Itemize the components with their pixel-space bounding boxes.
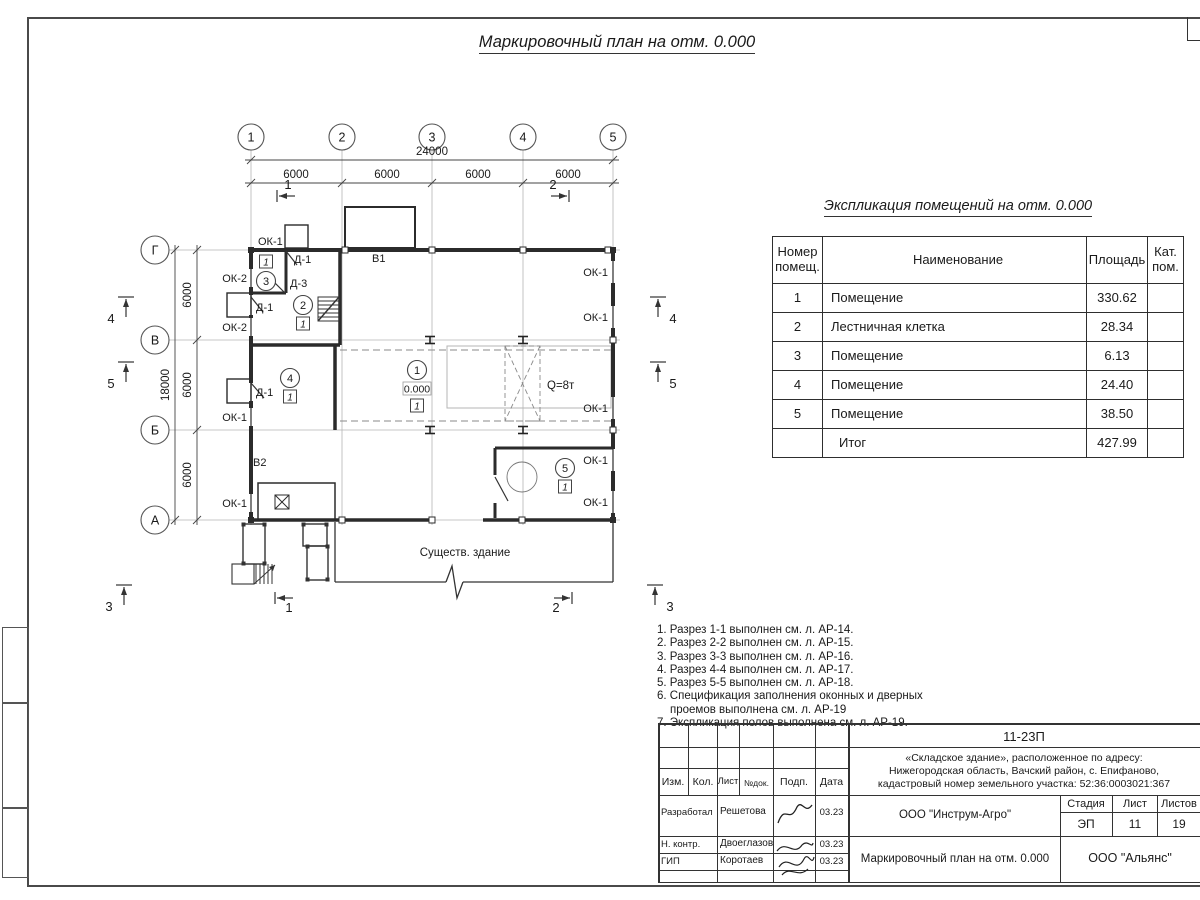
svg-text:В2: В2 — [253, 457, 267, 469]
svg-text:2: 2 — [552, 600, 560, 615]
name-ncontr: Двоеглазов — [720, 838, 774, 849]
date-developer: 03.23 — [819, 807, 844, 818]
table-row: 3 Помещение 6.13 — [773, 342, 1184, 371]
svg-text:Б: Б — [150, 423, 160, 438]
header-kol: Кол. — [692, 776, 714, 788]
page-title: Маркировочный план на отм. 0.000 — [447, 33, 787, 52]
svg-text:1: 1 — [285, 600, 293, 615]
svg-text:ОК-2: ОК-2 — [222, 322, 247, 334]
svg-text:6000: 6000 — [182, 282, 194, 308]
svg-text:Существ. здание: Существ. здание — [419, 547, 511, 559]
svg-text:5: 5 — [609, 130, 617, 145]
side-stamp-box — [2, 807, 29, 878]
header-podp: Подп. — [780, 776, 808, 788]
col-header-num: Номер помещ. — [773, 237, 823, 284]
svg-text:24000: 24000 — [416, 146, 448, 158]
header-ndok: №док. — [744, 778, 769, 788]
table-row: 5 Помещение 38.50 — [773, 400, 1184, 429]
svg-text:4: 4 — [107, 311, 115, 326]
stairs — [318, 297, 339, 321]
header-list: Лист — [717, 776, 739, 787]
svg-text:Д-1: Д-1 — [294, 254, 312, 266]
corner-stamp-box — [1187, 17, 1200, 41]
svg-text:1: 1 — [414, 401, 420, 413]
signature — [774, 837, 816, 881]
svg-text:3: 3 — [105, 599, 113, 614]
dimensions-left — [160, 245, 201, 525]
svg-text:Д-3: Д-3 — [290, 278, 308, 290]
table-row: 2 Лестничная клетка 28.34 — [773, 313, 1184, 342]
side-stamp-box — [2, 702, 29, 809]
sheet-header: Лист — [1123, 798, 1147, 810]
svg-text:3: 3 — [666, 599, 674, 614]
svg-text:5: 5 — [561, 463, 569, 475]
svg-text:1: 1 — [287, 392, 293, 404]
svg-text:5: 5 — [107, 376, 115, 391]
note-line: 4. Разрез 4-4 выполнен см. л. АР-17. — [657, 663, 854, 676]
svg-text:6000: 6000 — [182, 372, 194, 398]
org-name: ООО "Альянс" — [1088, 851, 1172, 865]
svg-text:Д-1: Д-1 — [256, 387, 274, 399]
svg-text:ОК-2: ОК-2 — [222, 273, 247, 285]
svg-text:ОК-1: ОК-1 — [222, 412, 247, 424]
name-gip: Коротаев — [720, 855, 764, 866]
note-line: 6. Спецификация заполнения оконных и дверных — [657, 690, 923, 703]
note-line: 5. Разрез 5-5 выполнен см. л. АР-18. — [657, 677, 854, 690]
svg-text:ОК-1: ОК-1 — [583, 403, 608, 415]
svg-text:18000: 18000 — [160, 369, 172, 401]
note-line: 1. Разрез 1-1 выполнен см. л. АР-14. — [657, 624, 854, 636]
external-stairs — [232, 523, 330, 585]
sheet-value: 11 — [1128, 817, 1142, 831]
svg-text:В: В — [150, 333, 160, 348]
svg-text:1: 1 — [247, 130, 255, 145]
table-row-total: Итог 427.99 — [773, 429, 1184, 458]
svg-text:0.000: 0.000 — [403, 383, 431, 396]
svg-text:6000: 6000 — [465, 169, 491, 181]
date-ncontr: 03.23 — [819, 839, 844, 850]
stage-header: Стадия — [1067, 798, 1105, 810]
svg-text:4: 4 — [519, 130, 527, 145]
header-izm: Изм. — [661, 776, 685, 788]
note-line: 3. Разрез 3-3 выполнен см. л. АР-16. — [657, 650, 854, 663]
role-developer: Разработал — [661, 807, 713, 818]
svg-text:1: 1 — [263, 257, 269, 269]
svg-text:1: 1 — [284, 177, 292, 192]
svg-text:4: 4 — [669, 311, 677, 326]
col-header-cat: Кат. пом. — [1148, 237, 1184, 284]
room-marks — [257, 255, 575, 494]
svg-text:ОК-1: ОК-1 — [583, 497, 608, 509]
room-schedule-table — [772, 236, 1184, 458]
name-developer: Решетова — [720, 806, 766, 817]
svg-text:ОК-1: ОК-1 — [583, 455, 608, 467]
svg-text:1: 1 — [413, 365, 421, 377]
svg-text:А: А — [150, 513, 160, 528]
project-line2: Нижегородская область, Вачский район, с. Епифаново, — [888, 765, 1160, 777]
company-name: ООО "Инструм-Агро" — [898, 809, 1012, 821]
svg-text:ОК-1: ОК-1 — [583, 312, 608, 324]
svg-text:2: 2 — [338, 130, 346, 145]
existing-building — [335, 522, 613, 598]
role-ncontr: Н. контр. — [661, 839, 701, 850]
svg-text:ОК-1: ОК-1 — [222, 498, 247, 510]
table-row: 1 Помещение 330.62 — [773, 284, 1184, 313]
svg-text:ОК-1: ОК-1 — [583, 267, 608, 279]
drawing-title: Маркировочный план на отм. 0.000 — [860, 853, 1050, 865]
svg-text:ОК-1: ОК-1 — [258, 236, 283, 248]
svg-text:6000: 6000 — [555, 169, 581, 181]
col-header-name: Наименование — [823, 237, 1087, 284]
header-data: Дата — [819, 776, 844, 788]
role-gip: ГИП — [661, 856, 680, 867]
table-row: 4 Помещение 24.40 — [773, 371, 1184, 400]
svg-text:6000: 6000 — [283, 169, 309, 181]
sheets-value: 19 — [1172, 817, 1186, 831]
schedule-title: Экспликация помещений на отм. 0.000 — [788, 197, 1128, 215]
svg-text:5: 5 — [669, 376, 677, 391]
floor-plan — [80, 105, 700, 640]
svg-text:Q=8т: Q=8т — [547, 380, 575, 392]
date-gip: 03.23 — [819, 856, 844, 867]
note-line: проемов выполнена см. л. АР-19 — [670, 703, 847, 716]
svg-text:В1: В1 — [372, 253, 386, 265]
doc-number: 11-23П — [1003, 729, 1045, 744]
project-line1: «Складское здание», расположенное по адресу: — [905, 752, 1143, 764]
note-line: 2. Разрез 2-2 выполнен см. л. АР-15. — [657, 637, 854, 650]
crane — [340, 337, 611, 434]
svg-text:2: 2 — [549, 177, 557, 192]
svg-text:Г: Г — [151, 243, 159, 258]
svg-text:2: 2 — [299, 300, 307, 312]
svg-text:1: 1 — [300, 319, 306, 331]
svg-text:3: 3 — [262, 276, 270, 288]
signature — [775, 797, 815, 833]
stage-value: ЭП — [1077, 817, 1095, 831]
notes-list — [657, 624, 923, 730]
svg-text:4: 4 — [286, 373, 294, 385]
title-block — [658, 723, 1200, 883]
svg-text:6000: 6000 — [182, 462, 194, 488]
svg-text:3: 3 — [428, 130, 436, 145]
svg-text:Д-1: Д-1 — [256, 302, 274, 314]
side-stamp-box — [2, 627, 29, 704]
project-line3: кадастровый номер земельного участка: 52:36:0003021:367 — [877, 778, 1171, 790]
table-header-row — [773, 237, 1184, 284]
sheets-header: Листов — [1161, 798, 1197, 810]
col-header-area: Площадь — [1087, 237, 1148, 284]
svg-text:1: 1 — [562, 482, 568, 494]
svg-text:6000: 6000 — [374, 169, 400, 181]
